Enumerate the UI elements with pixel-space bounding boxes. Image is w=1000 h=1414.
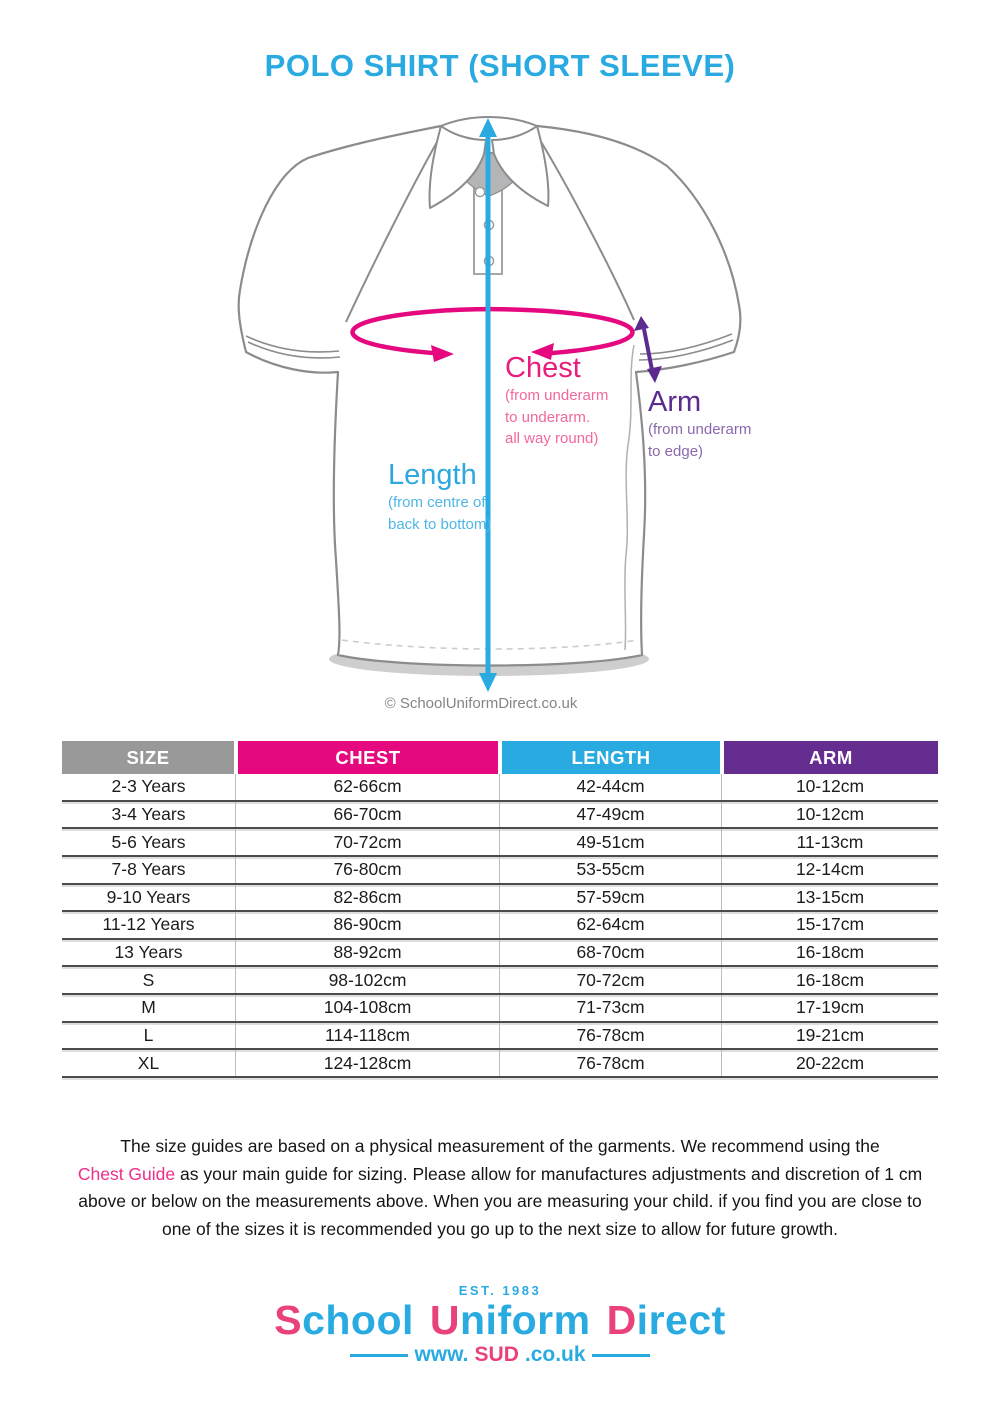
- table-cell: 76-78cm: [500, 1023, 722, 1049]
- logo-url-post: .co.uk: [524, 1343, 586, 1366]
- table-cell: 16-18cm: [795, 942, 865, 963]
- length-label-line: back to bottom): [388, 515, 492, 533]
- table-cell: 15-17cm: [795, 914, 865, 935]
- logo-dash-right: [592, 1354, 650, 1357]
- table-cell: 104-108cm: [236, 995, 500, 1021]
- table-cell: 42-44cm: [500, 774, 722, 800]
- table-row: [62, 1050, 938, 1078]
- header-size: SIZE: [62, 741, 234, 774]
- table-cell: 70-72cm: [236, 829, 500, 855]
- table-cell: 49-51cm: [500, 829, 722, 855]
- logo-word: School: [274, 1297, 414, 1343]
- table-cell: 53-55cm: [500, 857, 722, 883]
- note-line-rest: as your main guide for sizing. Please allow for manufactures adjustments and discretion of 1 cm: [175, 1163, 923, 1184]
- table-cell: 20-22cm: [795, 1052, 865, 1073]
- table-cell: 2-3 Years: [62, 774, 236, 800]
- table-cell: 98-102cm: [236, 967, 500, 993]
- arm-label-line: to edge): [648, 442, 704, 460]
- table-cell: 76-78cm: [500, 1050, 722, 1076]
- table-row: [62, 774, 938, 802]
- logo-url-pre: www.: [414, 1343, 469, 1366]
- button-1: [475, 187, 484, 196]
- table-cell: 10-12cm: [795, 776, 865, 797]
- header-length: LENGTH: [502, 741, 720, 774]
- table-cell: XL: [62, 1050, 236, 1076]
- table-row: [62, 829, 938, 857]
- table-row: [62, 967, 938, 995]
- size-table: [62, 741, 938, 1078]
- header-arm: ARM: [724, 741, 938, 774]
- table-cell: S: [62, 967, 236, 993]
- table-cell: 12-14cm: [795, 859, 865, 880]
- chest-guide-highlight: Chest Guide: [77, 1163, 176, 1184]
- table-cell: 62-64cm: [500, 912, 722, 938]
- table-row: [62, 912, 938, 940]
- table-cell: L: [62, 1023, 236, 1049]
- table-cell: 5-6 Years: [62, 829, 236, 855]
- table-row: [62, 1023, 938, 1051]
- table-row: [62, 995, 938, 1023]
- logo-url: [0, 1343, 1000, 1367]
- table-cell: 88-92cm: [236, 940, 500, 966]
- logo-wordmark: [0, 1297, 1000, 1344]
- length-label-line: (from centre of: [388, 494, 486, 511]
- length-arrowhead-bottom: [479, 673, 497, 692]
- copyright-text: © SchoolUniformDirect.co.uk: [384, 695, 578, 712]
- table-cell: 11-13cm: [796, 831, 864, 852]
- table-cell: 124-128cm: [236, 1050, 500, 1076]
- table-cell: 57-59cm: [500, 885, 722, 911]
- table-cell: 114-118cm: [236, 1023, 500, 1049]
- table-cell: 68-70cm: [500, 940, 722, 966]
- arm-label-line: (from underarm: [648, 421, 752, 438]
- table-cell: 16-18cm: [795, 969, 865, 990]
- logo-word: Direct: [606, 1297, 726, 1343]
- chest-label-line: (from underarm: [505, 387, 609, 404]
- table-cell: 3-4 Years: [62, 802, 236, 828]
- table-cell: 70-72cm: [500, 967, 722, 993]
- page-title: POLO SHIRT (SHORT SLEEVE): [264, 48, 736, 83]
- logo-established-text: EST. 1983: [458, 1283, 542, 1298]
- header-chest: CHEST: [238, 741, 498, 774]
- logo-word: Uniform: [429, 1297, 591, 1343]
- table-cell: 11-12 Years: [62, 912, 236, 938]
- table-cell: 82-86cm: [236, 885, 500, 911]
- size-table-header: [62, 741, 938, 774]
- sizing-note: [0, 1133, 1000, 1243]
- table-cell: 71-73cm: [500, 995, 722, 1021]
- table-row: [62, 802, 938, 830]
- chest-label-line: to underarm.: [505, 408, 591, 426]
- table-cell: 9-10 Years: [62, 885, 236, 911]
- table-row: [62, 940, 938, 968]
- table-cell: 76-80cm: [236, 857, 500, 883]
- table-cell: 19-21cm: [795, 1024, 865, 1045]
- table-cell: 10-12cm: [795, 803, 865, 824]
- arm-label: [648, 386, 751, 462]
- logo-url-brand: SUD: [474, 1343, 519, 1366]
- table-row: [62, 885, 938, 913]
- chest-label: [505, 352, 608, 450]
- table-cell: 47-49cm: [500, 802, 722, 828]
- logo-dash-left: [350, 1354, 408, 1357]
- table-cell: 17-19cm: [795, 997, 865, 1018]
- table-cell: M: [62, 995, 236, 1021]
- size-table-body: [62, 774, 938, 1078]
- table-cell: 86-90cm: [236, 912, 500, 938]
- note-line: one of the sizes it is recommended you go up to the next size to allow for future growth.: [161, 1218, 839, 1239]
- length-label: [388, 459, 491, 535]
- note-line: The size guides are based on a physical measurement of the garments. We recommend using the: [120, 1136, 880, 1156]
- table-row: [62, 857, 938, 885]
- chest-label-line: all way round): [505, 430, 599, 447]
- chest-label-title: Chest: [505, 352, 581, 384]
- length-label-title: Length: [388, 459, 477, 491]
- table-cell: 13-15cm: [795, 886, 865, 907]
- arm-label-title: Arm: [648, 386, 702, 418]
- note-line: above or below on the measurements above. When you are measuring your child. if you find you are close to: [78, 1191, 922, 1211]
- table-cell: 7-8 Years: [62, 857, 236, 883]
- table-cell: 66-70cm: [236, 802, 500, 828]
- note-line: [0, 1161, 1000, 1189]
- table-cell: 13 Years: [62, 940, 236, 966]
- table-cell: 62-66cm: [236, 774, 500, 800]
